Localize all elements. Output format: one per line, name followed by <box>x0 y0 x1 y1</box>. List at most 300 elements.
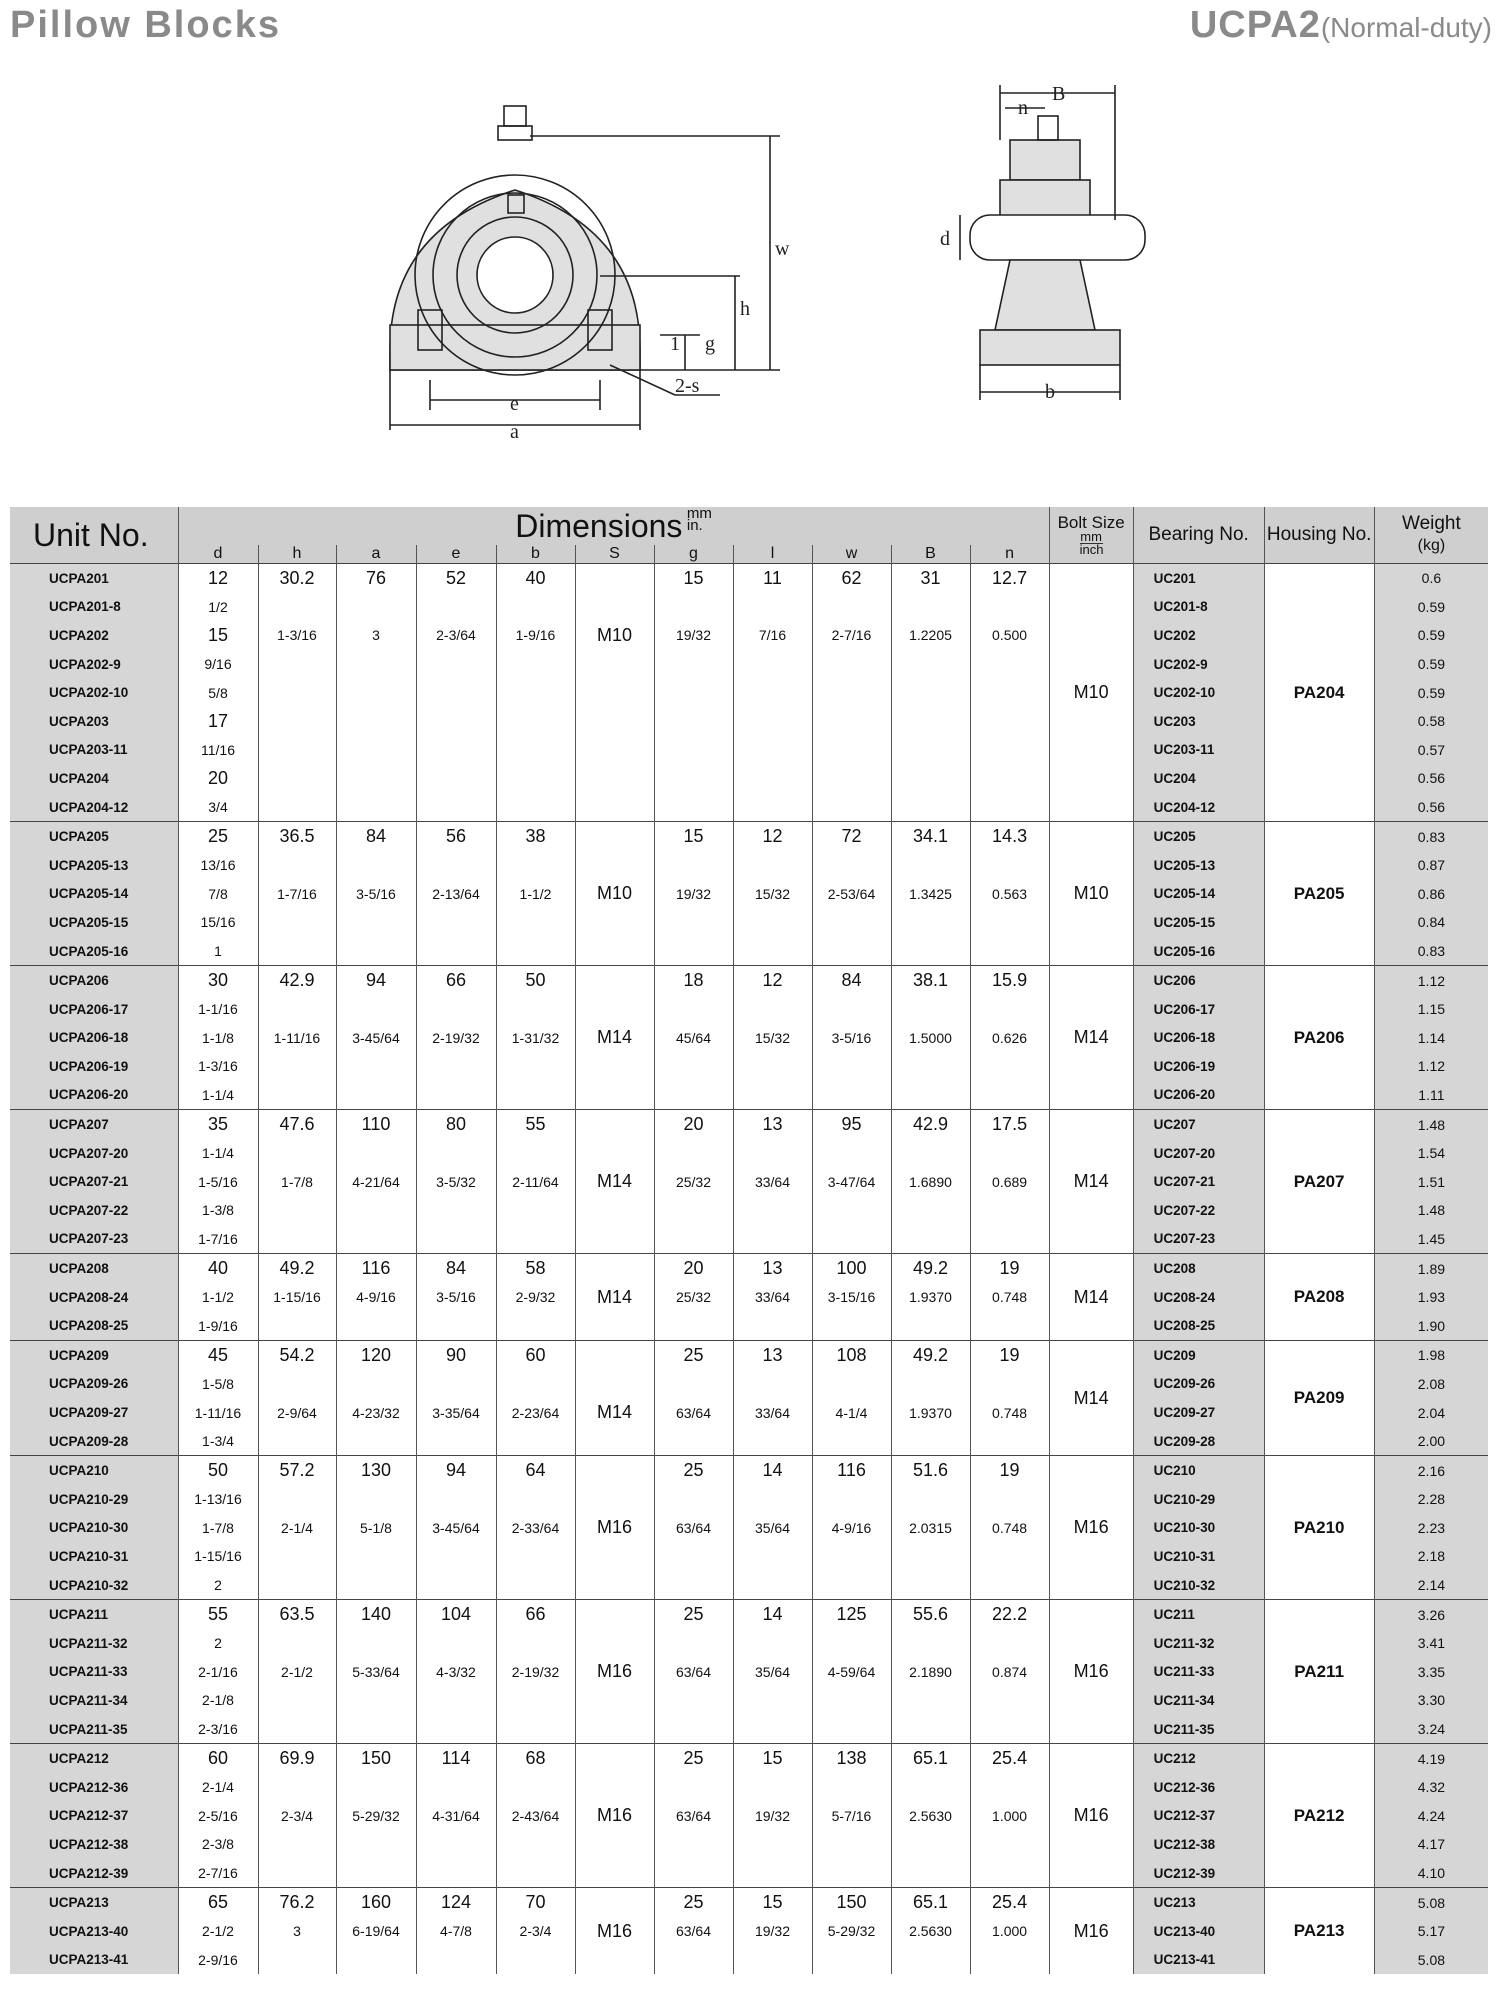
dim-empty-cell <box>654 1686 733 1715</box>
dim-empty-cell <box>654 908 733 937</box>
weight-cell: 1.48 <box>1374 1196 1488 1225</box>
dim-empty-cell <box>812 793 891 822</box>
dim-empty-cell <box>891 1139 970 1168</box>
bearing-no-cell: UC211-32 <box>1133 1629 1264 1658</box>
dim-mm-S-cell <box>575 966 654 995</box>
dim-in-l-cell: 33/64 <box>733 1398 812 1427</box>
weight-cell: 3.30 <box>1374 1686 1488 1715</box>
dim-mm-w-cell: 62 <box>812 564 891 593</box>
dim-mm-b-cell: 68 <box>496 1744 575 1773</box>
dim-empty-cell <box>891 1427 970 1456</box>
dim-empty-cell <box>733 1571 812 1600</box>
dim-mm-g-cell: 25 <box>654 1888 733 1917</box>
housing-no-cell: PA205 <box>1264 822 1374 966</box>
dim-empty-cell <box>258 1629 336 1658</box>
dim-in-a-cell: 3 <box>336 621 416 650</box>
bearing-no-cell: UC211 <box>1133 1600 1264 1629</box>
dim-empty-cell <box>654 1629 733 1658</box>
unit-no-cell: UCPA208 <box>10 1254 178 1283</box>
dim-empty-cell <box>891 1859 970 1888</box>
unit-no-cell: UCPA207-22 <box>10 1196 178 1225</box>
dim-empty-cell <box>654 764 733 793</box>
dim-empty-cell <box>336 1542 416 1571</box>
dim-empty-cell <box>416 995 496 1024</box>
dim-empty-cell <box>812 593 891 622</box>
dim-mm-B-cell: 38.1 <box>891 966 970 995</box>
unit-no-cell: UCPA210-31 <box>10 1542 178 1571</box>
weight-cell: 0.6 <box>1374 564 1488 593</box>
housing-no-cell: PA210 <box>1264 1456 1374 1600</box>
dim-empty-cell <box>733 1311 812 1340</box>
bearing-no-cell: UC202-9 <box>1133 650 1264 679</box>
bearing-no-cell: UC206-18 <box>1133 1024 1264 1053</box>
bearing-no-cell: UC210 <box>1133 1456 1264 1485</box>
dim-mm-l-cell: 12 <box>733 966 812 995</box>
dim-in-w-cell: 2-53/64 <box>812 880 891 909</box>
dim-empty-cell <box>812 1311 891 1340</box>
table-row <box>10 822 1488 851</box>
dim-mm-h-cell: 63.5 <box>258 1600 336 1629</box>
dim-empty-cell <box>654 1859 733 1888</box>
bearing-no-cell: UC210-31 <box>1133 1542 1264 1571</box>
dim-empty-cell <box>733 1225 812 1254</box>
dim-empty-cell <box>891 995 970 1024</box>
dimensions-header <box>178 504 1049 545</box>
dim-empty-cell <box>812 908 891 937</box>
dim-empty-cell <box>416 1081 496 1110</box>
dim-empty-cell <box>416 736 496 765</box>
bearing-no-cell: UC206-20 <box>1133 1081 1264 1110</box>
dim-empty-cell <box>336 851 416 880</box>
bearing-no-cell: UC211-33 <box>1133 1658 1264 1687</box>
dim-empty-cell <box>416 1196 496 1225</box>
dim-empty-cell <box>336 1485 416 1514</box>
bore-d-cell: 17 <box>178 707 258 736</box>
dim-empty-cell <box>575 1485 654 1514</box>
dim-empty-cell <box>733 793 812 822</box>
dim-in-B-cell: 2.5630 <box>891 1802 970 1831</box>
dim-mm-b-cell: 60 <box>496 1341 575 1370</box>
dim-mm-g-cell: 25 <box>654 1341 733 1370</box>
dim-empty-cell <box>891 1052 970 1081</box>
dim-empty-cell <box>496 995 575 1024</box>
dim-empty-cell <box>654 736 733 765</box>
dim-empty-cell <box>496 1370 575 1399</box>
unit-no-cell: UCPA202-9 <box>10 650 178 679</box>
dim-in-e-cell: 3-45/64 <box>416 1514 496 1543</box>
dim-empty-cell <box>575 908 654 937</box>
dim-in-b-cell: 1-31/32 <box>496 1024 575 1053</box>
unit-no-cell: UCPA205-15 <box>10 908 178 937</box>
dim-label-w: w <box>775 238 790 260</box>
dim-in-g-cell: 19/32 <box>654 621 733 650</box>
bearing-no-cell: UC201 <box>1133 564 1264 593</box>
dim-in-a-cell: 5-33/64 <box>336 1658 416 1687</box>
dim-in-b-cell: 1-9/16 <box>496 621 575 650</box>
col-a: a <box>336 545 416 564</box>
dim-in-b-cell: 2-19/32 <box>496 1658 575 1687</box>
dim-mm-w-cell: 150 <box>812 1888 891 1917</box>
bolt-size-cell: M16 <box>1049 1888 1133 1974</box>
bore-d-cell: 2-3/16 <box>178 1715 258 1744</box>
dim-empty-cell <box>336 1629 416 1658</box>
bearing-no-cell: UC205 <box>1133 822 1264 851</box>
bore-d-cell: 2-3/8 <box>178 1830 258 1859</box>
dim-in-e-cell: 3-5/16 <box>416 1283 496 1312</box>
dim-empty-cell <box>733 1081 812 1110</box>
unit-no-cell: UCPA211-32 <box>10 1629 178 1658</box>
dim-empty-cell <box>258 764 336 793</box>
col-e: e <box>416 545 496 564</box>
dim-mm-l-cell: 15 <box>733 1888 812 1917</box>
dim-empty-cell <box>733 593 812 622</box>
bore-d-cell: 2-9/16 <box>178 1946 258 1975</box>
bore-d-cell: 1-3/4 <box>178 1427 258 1456</box>
dim-empty-cell <box>496 1427 575 1456</box>
dim-empty-cell <box>258 1196 336 1225</box>
dim-in-n-cell: 0.748 <box>970 1514 1049 1543</box>
dim-in-B-cell: 1.9370 <box>891 1283 970 1312</box>
dim-in-n-cell: 1.000 <box>970 1802 1049 1831</box>
bearing-no-cell: UC205-14 <box>1133 880 1264 909</box>
unit-no-cell: UCPA211-35 <box>10 1715 178 1744</box>
dim-in-g-cell: 45/64 <box>654 1024 733 1053</box>
dim-empty-cell <box>812 1081 891 1110</box>
dim-empty-cell <box>258 1542 336 1571</box>
dim-empty-cell <box>654 650 733 679</box>
dim-empty-cell <box>258 1311 336 1340</box>
dim-in-h-cell: 3 <box>258 1917 336 1946</box>
dim-empty-cell <box>258 1715 336 1744</box>
housing-no-cell: PA209 <box>1264 1341 1374 1456</box>
dim-empty-cell <box>258 650 336 679</box>
bearing-no-cell: UC210-29 <box>1133 1485 1264 1514</box>
weight-cell: 0.84 <box>1374 908 1488 937</box>
bore-d-cell: 1-5/16 <box>178 1167 258 1196</box>
dim-in-w-cell: 5-7/16 <box>812 1802 891 1831</box>
dim-empty-cell <box>733 937 812 966</box>
dim-in-e-cell: 2-19/32 <box>416 1024 496 1053</box>
dim-mm-g-cell: 25 <box>654 1744 733 1773</box>
unit-no-cell: UCPA209-27 <box>10 1398 178 1427</box>
dim-in-l-cell: 19/32 <box>733 1802 812 1831</box>
dim-in-b-cell: 2-23/64 <box>496 1398 575 1427</box>
dim-empty-cell <box>970 764 1049 793</box>
dim-mm-B-cell: 49.2 <box>891 1341 970 1370</box>
bolt-size-cell: M14 <box>1049 1110 1133 1254</box>
dim-empty-cell <box>496 908 575 937</box>
dim-mm-B-cell: 51.6 <box>891 1456 970 1485</box>
bearing-no-cell: UC207-23 <box>1133 1225 1264 1254</box>
table-row <box>10 1456 1488 1485</box>
dim-mm-g-cell: 15 <box>654 564 733 593</box>
dim-empty-cell <box>733 851 812 880</box>
dim-empty-cell <box>496 1542 575 1571</box>
dim-empty-cell <box>336 1686 416 1715</box>
dim-empty-cell <box>258 793 336 822</box>
unit-no-cell: UCPA205-13 <box>10 851 178 880</box>
unit-no-cell: UCPA205-16 <box>10 937 178 966</box>
dim-mm-a-cell: 116 <box>336 1254 416 1283</box>
spec-table-body <box>10 564 1488 1975</box>
dim-mm-B-cell: 49.2 <box>891 1254 970 1283</box>
dim-mm-h-cell: 47.6 <box>258 1110 336 1139</box>
bore-d-cell: 13/16 <box>178 851 258 880</box>
dim-in-b-cell: 2-43/64 <box>496 1802 575 1831</box>
bore-d-cell: 2 <box>178 1571 258 1600</box>
dim-empty-cell <box>258 1052 336 1081</box>
dim-mm-n-cell: 19 <box>970 1254 1049 1283</box>
table-row <box>10 564 1488 593</box>
dim-empty-cell <box>575 1311 654 1340</box>
dim-empty-cell <box>812 1196 891 1225</box>
dim-mm-a-cell: 150 <box>336 1744 416 1773</box>
dim-label-d: d <box>940 228 950 250</box>
bore-d-cell: 1 <box>178 937 258 966</box>
dim-empty-cell <box>258 1859 336 1888</box>
dim-in-g-cell: 63/64 <box>654 1398 733 1427</box>
weight-cell: 4.17 <box>1374 1830 1488 1859</box>
dim-empty-cell <box>970 593 1049 622</box>
dim-empty-cell <box>575 1052 654 1081</box>
technical-drawing <box>0 80 1500 480</box>
dim-in-h-cell: 2-1/2 <box>258 1658 336 1687</box>
dim-mm-S-cell <box>575 564 654 593</box>
dim-mm-S-cell <box>575 822 654 851</box>
dim-empty-cell <box>575 764 654 793</box>
dim-mm-w-cell: 116 <box>812 1456 891 1485</box>
dim-mm-w-cell: 84 <box>812 966 891 995</box>
dim-empty-cell <box>258 1571 336 1600</box>
dim-empty-cell <box>575 1773 654 1802</box>
dim-in-w-cell: 2-7/16 <box>812 621 891 650</box>
dim-mm-h-cell: 76.2 <box>258 1888 336 1917</box>
dim-empty-cell <box>812 1859 891 1888</box>
dim-in-g-cell: 63/64 <box>654 1917 733 1946</box>
dim-in-B-cell: 2.1890 <box>891 1658 970 1687</box>
dim-empty-cell <box>812 851 891 880</box>
dim-empty-cell <box>575 1946 654 1975</box>
bolt-unit-mm: mm <box>1080 528 1102 544</box>
dim-empty-cell <box>891 908 970 937</box>
dim-in-b-cell: 2-33/64 <box>496 1514 575 1543</box>
dim-in-w-cell: 3-15/16 <box>812 1283 891 1312</box>
bolt-header <box>1049 507 1133 564</box>
dim-in-h-cell: 1-15/16 <box>258 1283 336 1312</box>
header-row <box>10 507 1488 545</box>
dim-mm-w-cell: 95 <box>812 1110 891 1139</box>
dim-mm-w-cell: 108 <box>812 1341 891 1370</box>
dim-empty-cell <box>891 1571 970 1600</box>
dim-empty-cell <box>891 1225 970 1254</box>
dim-in-h-cell: 1-3/16 <box>258 621 336 650</box>
bore-d-cell: 7/8 <box>178 880 258 909</box>
dim-in-B-cell: 2.0315 <box>891 1514 970 1543</box>
dim-empty-cell <box>733 1485 812 1514</box>
dim-mm-n-cell: 14.3 <box>970 822 1049 851</box>
dim-in-S-cell: M14 <box>575 1024 654 1053</box>
dim-mm-l-cell: 14 <box>733 1600 812 1629</box>
dim-in-B-cell: 1.5000 <box>891 1024 970 1053</box>
dim-mm-n-cell: 22.2 <box>970 1600 1049 1629</box>
bore-d-cell: 25 <box>178 822 258 851</box>
dim-mm-a-cell: 84 <box>336 822 416 851</box>
dim-empty-cell <box>970 1196 1049 1225</box>
bore-d-cell: 1-1/8 <box>178 1024 258 1053</box>
dim-empty-cell <box>575 937 654 966</box>
weight-cell: 1.12 <box>1374 1052 1488 1081</box>
dim-mm-b-cell: 38 <box>496 822 575 851</box>
bearing-no-cell: UC209-27 <box>1133 1398 1264 1427</box>
bearing-no-cell: UC212-39 <box>1133 1859 1264 1888</box>
dim-in-B-cell: 1.9370 <box>891 1398 970 1427</box>
weight-cell: 2.28 <box>1374 1485 1488 1514</box>
dim-label-n: n <box>1018 97 1028 119</box>
col-d: d <box>178 545 258 564</box>
dim-empty-cell <box>891 707 970 736</box>
bearing-no-cell: UC212 <box>1133 1744 1264 1773</box>
dim-empty-cell <box>416 1370 496 1399</box>
weight-title: Weight <box>1401 513 1461 534</box>
dim-empty-cell <box>336 678 416 707</box>
dim-mm-S-cell <box>575 1600 654 1629</box>
dim-empty-cell <box>258 908 336 937</box>
bearing-no-cell: UC207-20 <box>1133 1139 1264 1168</box>
bore-d-cell: 3/4 <box>178 793 258 822</box>
dim-empty-cell <box>654 1427 733 1456</box>
dim-empty-cell <box>496 1571 575 1600</box>
dim-empty-cell <box>891 650 970 679</box>
dim-mm-b-cell: 64 <box>496 1456 575 1485</box>
weight-cell: 2.14 <box>1374 1571 1488 1600</box>
dim-empty-cell <box>733 650 812 679</box>
dim-in-n-cell: 0.500 <box>970 621 1049 650</box>
dim-in-w-cell: 3-47/64 <box>812 1167 891 1196</box>
dim-mm-B-cell: 65.1 <box>891 1744 970 1773</box>
dim-label-h: h <box>740 298 750 320</box>
dim-empty-cell <box>733 1773 812 1802</box>
dim-empty-cell <box>496 707 575 736</box>
dim-in-b-cell: 2-11/64 <box>496 1167 575 1196</box>
dim-in-h-cell: 2-1/4 <box>258 1514 336 1543</box>
dim-empty-cell <box>575 1859 654 1888</box>
dim-empty-cell <box>970 707 1049 736</box>
dim-empty-cell <box>891 678 970 707</box>
dim-empty-cell <box>416 1830 496 1859</box>
unit-no-cell: UCPA210-32 <box>10 1571 178 1600</box>
unit-no-cell: UCPA213-41 <box>10 1946 178 1975</box>
dim-empty-cell <box>654 1370 733 1399</box>
dim-mm-B-cell: 42.9 <box>891 1110 970 1139</box>
dim-empty-cell <box>970 1485 1049 1514</box>
dim-mm-e-cell: 84 <box>416 1254 496 1283</box>
dim-in-n-cell: 0.874 <box>970 1658 1049 1687</box>
dim-empty-cell <box>812 995 891 1024</box>
dim-empty-cell <box>812 1427 891 1456</box>
weight-cell: 3.35 <box>1374 1658 1488 1687</box>
dim-empty-cell <box>336 1311 416 1340</box>
bolt-title: Bolt Size <box>1057 512 1125 532</box>
dim-empty-cell <box>336 1773 416 1802</box>
dim-empty-cell <box>258 1427 336 1456</box>
dim-empty-cell <box>733 678 812 707</box>
weight-cell: 1.93 <box>1374 1283 1488 1312</box>
table-row <box>10 1600 1488 1629</box>
dim-in-e-cell: 3-35/64 <box>416 1398 496 1427</box>
weight-cell: 5.17 <box>1374 1917 1488 1946</box>
dim-empty-cell <box>258 1485 336 1514</box>
bore-d-cell: 1-3/8 <box>178 1196 258 1225</box>
dim-in-e-cell: 4-3/32 <box>416 1658 496 1687</box>
housing-no-cell: PA212 <box>1264 1744 1374 1888</box>
dim-empty-cell <box>416 1542 496 1571</box>
bearing-no-cell: UC209 <box>1133 1341 1264 1370</box>
bore-d-cell: 9/16 <box>178 650 258 679</box>
dim-empty-cell <box>812 937 891 966</box>
dim-empty-cell <box>336 937 416 966</box>
bearing-no-cell: UC206 <box>1133 966 1264 995</box>
dim-empty-cell <box>496 593 575 622</box>
dim-empty-cell <box>258 1946 336 1975</box>
bearing-no-cell: UC208 <box>1133 1254 1264 1283</box>
dim-empty-cell <box>654 851 733 880</box>
dim-empty-cell <box>733 1370 812 1399</box>
dim-empty-cell <box>416 1427 496 1456</box>
dim-in-g-cell: 63/64 <box>654 1802 733 1831</box>
unit-no-cell: UCPA204-12 <box>10 793 178 822</box>
dim-empty-cell <box>336 1946 416 1975</box>
dim-in-n-cell: 0.626 <box>970 1024 1049 1053</box>
dim-empty-cell <box>336 1225 416 1254</box>
table-row <box>10 1744 1488 1773</box>
dim-empty-cell <box>812 1715 891 1744</box>
bearing-no-cell: UC209-26 <box>1133 1370 1264 1399</box>
dim-empty-cell <box>336 995 416 1024</box>
dim-in-a-cell: 5-1/8 <box>336 1514 416 1543</box>
dim-in-S-cell: M16 <box>575 1658 654 1687</box>
housing-no-cell: PA211 <box>1264 1600 1374 1744</box>
bore-d-cell: 65 <box>178 1888 258 1917</box>
dim-empty-cell <box>812 1686 891 1715</box>
dim-empty-cell <box>496 851 575 880</box>
dim-empty-cell <box>496 1773 575 1802</box>
unit-no-cell: UCPA212 <box>10 1744 178 1773</box>
dim-empty-cell <box>970 793 1049 822</box>
weight-cell: 0.83 <box>1374 822 1488 851</box>
dim-empty-cell <box>336 736 416 765</box>
dim-in-b-cell: 2-9/32 <box>496 1283 575 1312</box>
unit-no-cell: UCPA205-14 <box>10 880 178 909</box>
dim-empty-cell <box>654 1196 733 1225</box>
dim-empty-cell <box>416 1571 496 1600</box>
dim-in-h-cell: 2-3/4 <box>258 1802 336 1831</box>
weight-cell: 5.08 <box>1374 1888 1488 1917</box>
dim-mm-h-cell: 42.9 <box>258 966 336 995</box>
col-n: n <box>970 545 1049 564</box>
bore-d-cell: 50 <box>178 1456 258 1485</box>
dim-in-w-cell: 3-5/16 <box>812 1024 891 1053</box>
dim-empty-cell <box>812 1571 891 1600</box>
bore-d-cell: 55 <box>178 1600 258 1629</box>
dim-empty-cell <box>416 678 496 707</box>
dim-empty-cell <box>496 1946 575 1975</box>
bore-d-cell: 20 <box>178 764 258 793</box>
dim-empty-cell <box>733 1196 812 1225</box>
dim-mm-a-cell: 120 <box>336 1341 416 1370</box>
dim-empty-cell <box>575 1715 654 1744</box>
bearing-no-cell: UC202-10 <box>1133 678 1264 707</box>
dim-in-w-cell: 4-9/16 <box>812 1514 891 1543</box>
